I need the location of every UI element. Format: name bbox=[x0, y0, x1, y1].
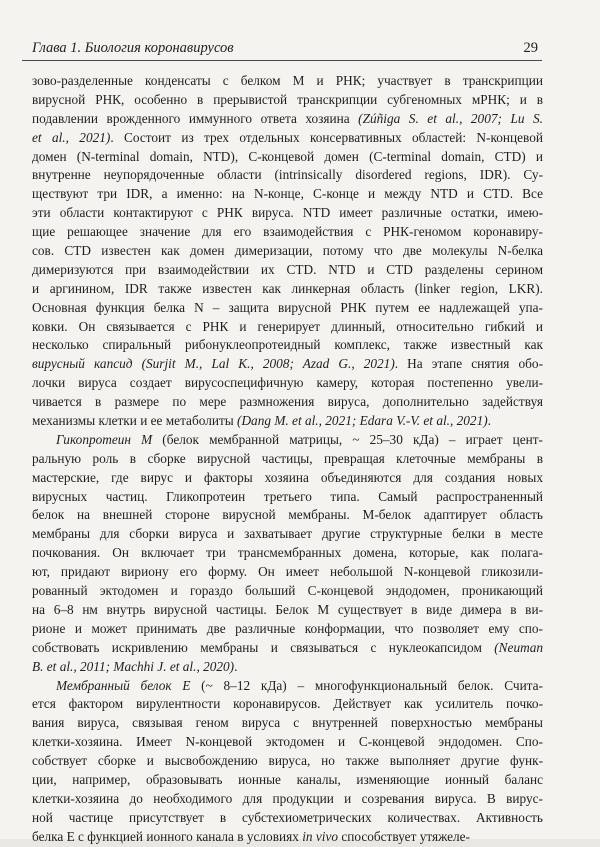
text-segment: внутренне неупорядоченные области (intrinsically disordered regions, IDR). Су- bbox=[32, 167, 543, 183]
text-segment: белка Е с функцией ионного канала в условиях bbox=[32, 828, 303, 844]
text-line bbox=[32, 185, 543, 204]
text-segment: несколько спиральный рибонуклеопротеидный комплекс, также известный как bbox=[32, 337, 543, 353]
text-line bbox=[32, 450, 543, 469]
text-segment: ральную роль в сборке вирусной частицы, превращая клеточные мембраны в bbox=[32, 450, 543, 466]
text-line bbox=[32, 790, 543, 809]
text-line bbox=[32, 809, 543, 828]
text-line bbox=[32, 771, 543, 790]
text-line bbox=[32, 374, 543, 393]
text-segment: вирусной РНК, особенно в прерывистой транскрипции субгеномных мРНК; и в bbox=[32, 91, 543, 107]
text-line bbox=[32, 601, 543, 620]
text-segment: мастерские, где вирус и факторы хозяина объединяются для создания новых bbox=[32, 469, 543, 485]
italic-segment: (Zúñiga S. et al., 2007; Lu S. bbox=[358, 110, 543, 126]
text-segment: механизмы клетки и ее метаболиты bbox=[32, 413, 238, 429]
text-segment: лочки вируса создает вирусоспецифичную камеру, которая постепенно увели- bbox=[32, 375, 543, 391]
text-line bbox=[32, 242, 543, 261]
text-segment: способствует утяжеле- bbox=[338, 828, 470, 844]
text-segment: клетки-хозяина. Имеет N-концевой эктодомен и С-концевой эндодомен. Спо- bbox=[32, 734, 543, 750]
text-segment: (белок мембранной матрицы, ~ 25–30 кДа) – играет цент- bbox=[152, 431, 543, 447]
page-number: 29 bbox=[523, 40, 538, 56]
text-line bbox=[32, 148, 543, 167]
text-line bbox=[32, 733, 543, 752]
text-segment: почкования. Он включает три трансмембранных домена, которые, как полага- bbox=[32, 545, 543, 561]
text-segment: собствует сборке и высвобождению вируса, но также выполняет другие функ- bbox=[32, 753, 543, 769]
text-segment: ется фактором вирулентности коронавирусов. Действует как усилитель почко- bbox=[32, 696, 543, 712]
text-line bbox=[32, 412, 543, 431]
text-segment: мембраны для сборки вируса и захватывает другие структурные белки в месте bbox=[32, 526, 543, 542]
text-line bbox=[32, 620, 543, 639]
italic-segment: (Dang M. et al., 2021; Edara V.-V. et al., 2021) bbox=[237, 413, 488, 429]
running-header bbox=[22, 38, 542, 61]
text-line bbox=[32, 393, 543, 412]
chapter-title: Глава 1. Биология коронавирусов bbox=[32, 40, 234, 56]
text-line bbox=[32, 431, 543, 450]
text-line bbox=[32, 469, 543, 488]
text-segment: ществуют три IDR, а именно: на N-конце, C-конце и между NTD и CTD. Все bbox=[32, 186, 543, 202]
text-line bbox=[32, 166, 543, 185]
text-segment: сов. CTD известен как домен димеризации, потому что две молекулы N-белка bbox=[32, 243, 543, 259]
text-segment: на 6–8 нм внутрь вирусной частицы. Белок М существует в виде димера в ви- bbox=[32, 601, 543, 617]
italic-segment: Гикопротеин М bbox=[56, 431, 153, 447]
text-line bbox=[32, 828, 543, 847]
text-segment: . bbox=[234, 658, 238, 674]
text-segment: ковки. Он связывается с РНК и генерирует длинный, относительно гибкий и bbox=[32, 318, 543, 334]
text-segment: ной частице присутствует в субстехиометрических количествах. Активность bbox=[32, 809, 543, 825]
text-line bbox=[32, 488, 543, 507]
text-segment: чивается в размере по мере размножения вируса, дополнительно задействуя bbox=[32, 394, 543, 410]
text-line bbox=[32, 582, 543, 601]
text-segment: и аргинином, IDR также известен как линкерная область (linker region, LKR). bbox=[32, 280, 543, 296]
text-line bbox=[32, 261, 543, 280]
text-segment: . bbox=[487, 413, 491, 429]
text-line bbox=[32, 544, 543, 563]
text-line bbox=[32, 110, 543, 129]
text-segment: (~ 8–12 кДа) – многофункциональный белок. Счита- bbox=[190, 677, 543, 693]
italic-segment: et al., 2021) bbox=[32, 129, 111, 145]
text-segment: Основная функция белка N – защита вирусной РНК путем ее надлежащей упа- bbox=[32, 299, 543, 315]
text-segment: эти области контактируют с РНК вируса. NTD имеет различные остатки, имею- bbox=[32, 205, 543, 221]
text-segment: рованный эктодомен и гораздо больший С-концевой эндодомен, проникающий bbox=[32, 583, 543, 599]
text-line bbox=[32, 91, 543, 110]
text-segment: ции, например, образовывать ионные каналы, изменяющие ионный баланс bbox=[32, 771, 543, 787]
text-line bbox=[32, 506, 543, 525]
text-line bbox=[32, 677, 543, 696]
text-segment: . Состоит из трех отдельных консервативных областей: N-концевой bbox=[110, 129, 543, 145]
italic-segment: (Neuman bbox=[494, 639, 543, 655]
text-line bbox=[32, 525, 543, 544]
italic-segment: B. et al., 2011; Machhi J. et al., 2020) bbox=[32, 658, 235, 674]
text-segment: собствовать искривлению мембраны и связываться с нуклеокапсидом bbox=[32, 639, 495, 655]
text-line bbox=[32, 299, 543, 318]
italic-segment: вирусный капсид (Surjit M., Lal K., 2008; Azad G., 2021) bbox=[32, 356, 395, 372]
text-line bbox=[32, 223, 543, 242]
text-line bbox=[32, 714, 543, 733]
text-segment: подавлении врожденного иммунного ответа хозяина bbox=[32, 110, 359, 126]
text-segment: димеризуются при взаимодействии их CTD. NTD и CTD разделены серином bbox=[32, 261, 543, 277]
text-line bbox=[32, 72, 543, 91]
text-line bbox=[32, 280, 543, 299]
text-line bbox=[32, 336, 543, 355]
text-line bbox=[32, 695, 543, 714]
text-line bbox=[32, 658, 543, 677]
text-segment: домен (N-terminal domain, NTD), C-концевой домен (C-terminal domain, CTD) и bbox=[32, 148, 543, 164]
text-segment: вирусных частиц. Гликопротеин третьего типа. Самый распространенный bbox=[32, 488, 543, 504]
text-segment: рионе и может принимать две различные конформации, что позволяет ему спо- bbox=[32, 620, 543, 636]
text-line bbox=[32, 639, 543, 658]
text-segment: вания вируса, связывая геном вируса с внутренней поверхностью мембраны bbox=[32, 715, 543, 731]
text-segment: ют, придают вириону его форму. Он имеет небольшой N-концевой гликозили- bbox=[32, 564, 543, 580]
text-segment: белок на внешней стороне вирусной мембраны. М-белок адаптирует область bbox=[32, 507, 543, 523]
text-line bbox=[32, 129, 543, 148]
text-segment: . На этапе снятия обо- bbox=[394, 356, 543, 372]
text-line bbox=[32, 204, 543, 223]
text-segment: зово-разделенные конденсаты с белком М и РНК; участвует в транскрипции bbox=[32, 73, 543, 88]
text-segment: щие решающее значение для его взаимодействия с РНК-геномом коронавиру- bbox=[32, 224, 543, 240]
body-text bbox=[32, 72, 543, 847]
text-line bbox=[32, 355, 543, 374]
text-line bbox=[32, 318, 543, 337]
text-segment: клетки-хозяина до необходимого для продукции и созревания вируса. В вирус- bbox=[32, 790, 543, 806]
italic-segment: Мембранный белок Е bbox=[56, 677, 191, 693]
text-line bbox=[32, 563, 543, 582]
text-line bbox=[32, 752, 543, 771]
italic-segment: in vivo bbox=[302, 828, 339, 844]
